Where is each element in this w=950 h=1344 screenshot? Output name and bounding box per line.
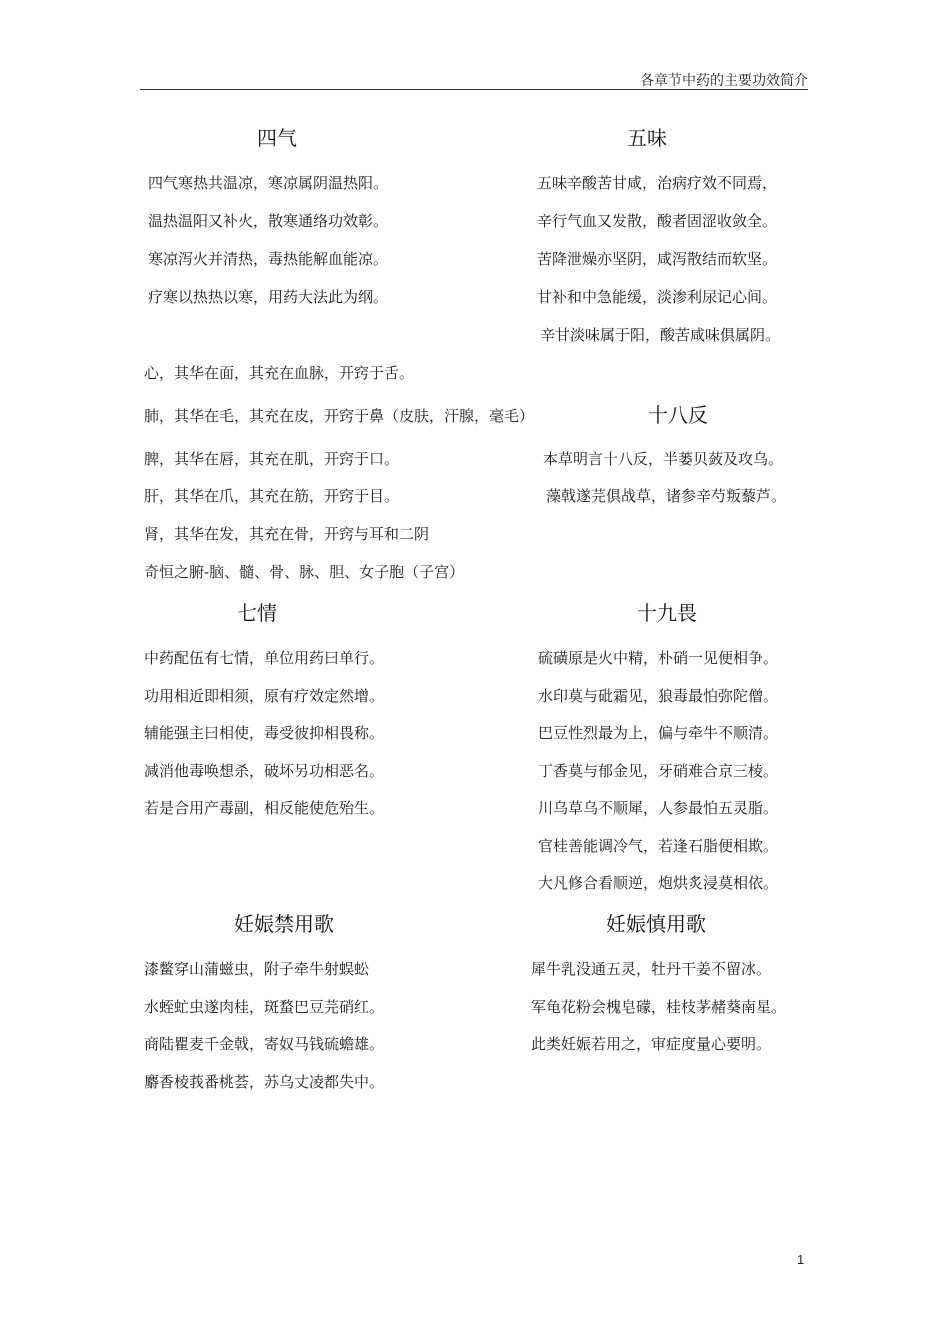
organ-line: 心，其华在面，其充在血脉，开窍于舌。	[144, 364, 415, 382]
organ-line: 脾，其华在唇，其充在肌，开窍于口。	[144, 450, 400, 468]
shenyong-line: 犀牛乳没通五灵，牡丹干姜不留冰。	[531, 960, 772, 978]
shijiuwei-line: 川乌草乌不顺犀，人参最怕五灵脂。	[538, 799, 779, 817]
heading-qiqing: 七情	[237, 601, 277, 625]
wuwei-line: 五味辛酸苦甘咸，治病疗效不同焉，	[537, 174, 778, 192]
shibafan-line: 本草明言十八反，半蒌贝蔹及攻乌。	[543, 450, 784, 468]
header-divider	[140, 89, 808, 90]
siqi-line: 温热温阳又补火，散寒通络功效彰。	[148, 212, 389, 230]
organ-line: 肝，其华在爪，其充在筋，开窍于目。	[144, 487, 400, 505]
heading-renshen-jinyong: 妊娠禁用歌	[234, 912, 334, 936]
shenyong-line: 军龟花粉会槐皂礞，桂枝茅赭葵南星。	[531, 998, 787, 1016]
qiqing-line: 减消他毒唤想杀，破坏另功相恶名。	[144, 762, 385, 780]
qiqing-line: 辅能强主曰相使，毒受彼抑相畏称。	[144, 724, 385, 742]
header-title: 各章节中药的主要功效简介	[640, 73, 808, 89]
shenyong-line: 此类妊娠若用之，审症度量心要明。	[531, 1035, 772, 1053]
shijiuwei-line: 水印莫与砒霜见，狼毒最怕弥陀僧。	[538, 687, 779, 705]
heading-siqi: 四气	[257, 126, 297, 150]
siqi-line: 四气寒热共温凉，寒凉属阴温热阳。	[148, 174, 389, 192]
heading-wuwei: 五味	[627, 126, 667, 150]
heading-shibafan: 十八反	[648, 403, 708, 427]
shijiuwei-line: 大凡修合看顺逆，炮烘炙浸莫相依。	[538, 874, 779, 892]
shijiuwei-line: 硫磺原是火中精，朴硝一见便相争。	[538, 649, 779, 667]
organ-line: 奇恒之腑-脑、髓、骨、脉、胆、女子胞（子宫）	[144, 563, 465, 581]
organ-line: 肾，其华在发，其充在骨，开窍与耳和二阴	[144, 525, 430, 543]
wuwei-line: 辛行气血又发散，酸者固涩收敛全。	[537, 212, 778, 230]
wuwei-line: 苦降泄燥亦坚阴，咸泻散结而软坚。	[537, 250, 778, 268]
siqi-line: 疗寒以热热以寒，用药大法此为纲。	[148, 288, 389, 306]
shijiuwei-line: 巴豆性烈最为上，偏与牵牛不顺清。	[538, 724, 779, 742]
qiqing-line: 中药配伍有七情，单位用药曰单行。	[144, 649, 385, 667]
wuwei-line: 辛甘淡味属于阳，酸苦咸味俱属阴。	[540, 326, 781, 344]
jinyong-line: 麝香棱莪番桃荟，苏乌丈凌都失中。	[144, 1073, 385, 1091]
heading-shijiuwei: 十九畏	[637, 601, 697, 625]
wuwei-line: 甘补和中急能缓，淡渗利尿记心间。	[537, 288, 778, 306]
heading-renshen-shenyong: 妊娠慎用歌	[606, 912, 706, 936]
shijiuwei-line: 丁香莫与郁金见，牙硝难合京三棱。	[538, 762, 779, 780]
siqi-line: 寒凉泻火并清热，毒热能解血能凉。	[148, 250, 389, 268]
organ-line: 肺，其华在毛，其充在皮，开窍于鼻（皮肤，汗腺，毫毛）	[144, 407, 535, 425]
shibafan-line: 藻戟遂芫俱战草，诸参辛芍叛藜芦。	[546, 487, 787, 505]
page-number: 1	[797, 1252, 805, 1267]
qiqing-line: 功用相近即相须，原有疗效定然增。	[144, 687, 385, 705]
shijiuwei-line: 官桂善能调冷气，若逢石脂便相欺。	[538, 837, 779, 855]
qiqing-line: 若是合用产毒副，相反能使危殆生。	[144, 799, 385, 817]
jinyong-line: 漆鳖穿山蒲螆虫，附子牵牛射蜈蚣	[144, 960, 370, 978]
jinyong-line: 水蛭虻虫遂肉桂，斑蝥巴豆芫硝红。	[144, 998, 385, 1016]
jinyong-line: 商陆瞿麦千金戟，寄奴马钱硫蟾雄。	[144, 1035, 385, 1053]
